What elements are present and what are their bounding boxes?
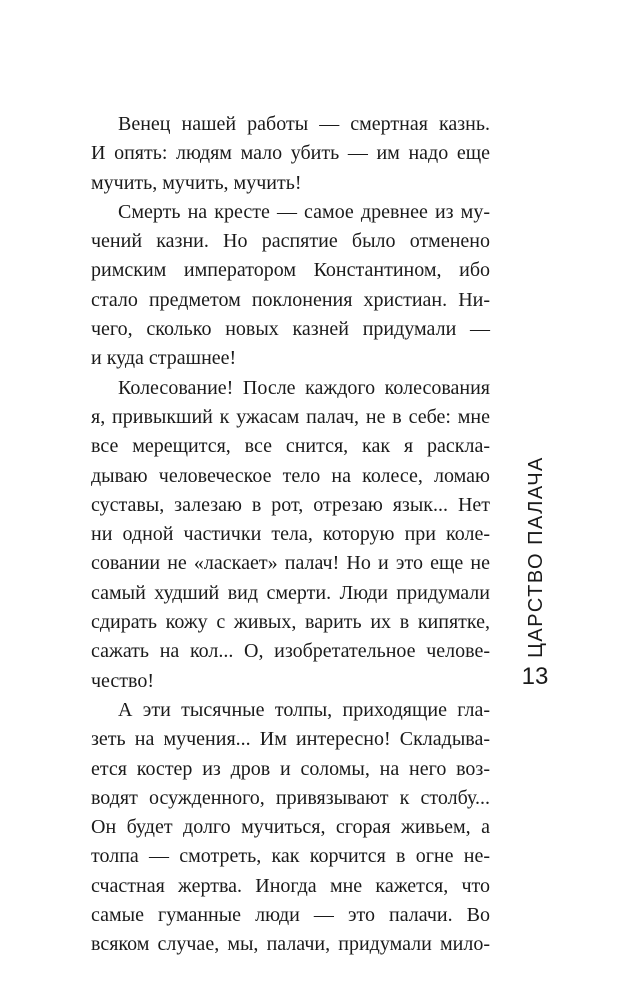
body-text: [91, 110, 490, 960]
text-line: сажать на кол... О, изобретательное челове-: [91, 640, 490, 663]
text-line: Колесование! После каждого колесования: [118, 376, 490, 399]
text-line: римским императором Константином, ибо: [91, 259, 490, 282]
text-line: ется костер из дров и соломы, на него воз-: [91, 757, 490, 780]
paragraph-4: [91, 696, 490, 960]
text-line: дываю человеческое тело на колесе, ломаю: [91, 464, 490, 487]
text-line: самый худший вид смерти. Люди придумали: [91, 581, 490, 604]
text-line: совании не «ласкает» палач! Но и это еще не: [91, 552, 490, 575]
text-line: всяком случае, мы, палачи, придумали мило-: [91, 933, 490, 956]
paragraph-1: [91, 110, 490, 198]
running-title: ЦАРСТВО ПАЛАЧА: [525, 456, 547, 658]
text-line: толпа — смотреть, как корчится в огне не-: [91, 845, 490, 868]
text-line: Венец нашей работы — смертная казнь.: [118, 113, 490, 135]
text-line: и куда страшнее!: [91, 347, 237, 370]
text-line: стало предметом поклонения христиан. Ни-: [91, 288, 490, 311]
text-line: все мерещится, все снится, как я раскла-: [91, 435, 490, 458]
text-line: зеть на мучения... Им интересно! Складыва-: [91, 728, 490, 751]
text-line: Смерть на кресте — самое древнее из му-: [118, 200, 490, 223]
text-line: сдирать кожу с живых, варить их в кипятке,: [91, 611, 490, 634]
text-line: чений казни. Но распятие было отменено: [91, 230, 490, 253]
text-line: чего, сколько новых казней придумали —: [91, 318, 490, 341]
page-number: 13: [521, 663, 549, 690]
text-line: суставы, залезаю в рот, отрезаю язык... Нет: [91, 493, 490, 516]
text-line: самые гуманные люди — это палачи. Во: [91, 904, 490, 927]
text-line: я, привыкший к ужасам палач, не в себе: мне: [91, 405, 490, 428]
text-line: чество!: [91, 669, 155, 692]
text-line: И опять: людям мало убить — им надо еще: [91, 142, 490, 165]
paragraph-3: [91, 374, 490, 696]
text-line: счастная жертва. Иногда мне кажется, что: [91, 874, 490, 897]
paragraph-2: [91, 198, 490, 374]
text-line: Он будет долго мучиться, сгорая живьем, а: [91, 816, 490, 839]
text-line: мучить, мучить, мучить!: [91, 171, 302, 194]
text-line: ни одной частички тела, которую при коле-: [91, 523, 490, 546]
text-line: А эти тысячные толпы, приходящие гла-: [118, 698, 490, 721]
text-line: водят осужденного, привязывают к столбу...: [91, 786, 490, 809]
